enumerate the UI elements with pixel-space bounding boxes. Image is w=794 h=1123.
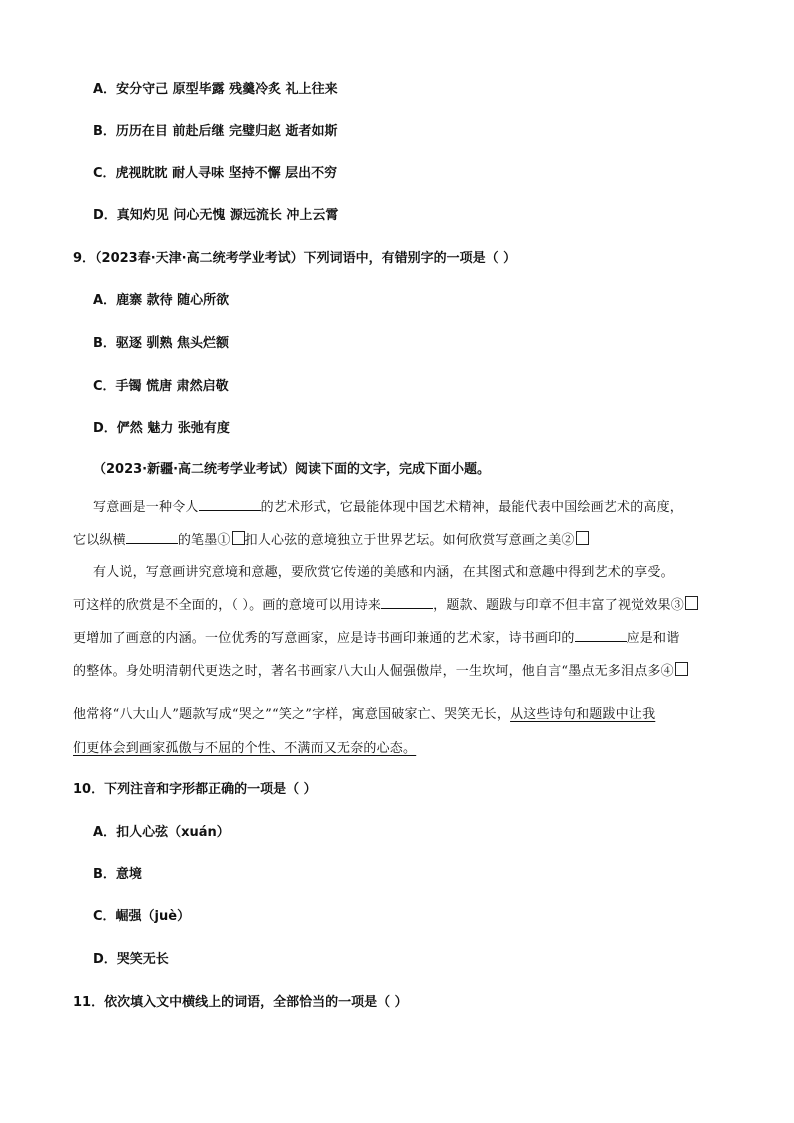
- q11-stem: 11．依次填入文中横线上的词语，全部恰当的一项是（ ）: [73, 995, 408, 1010]
- blank-4: [575, 629, 627, 642]
- q10-option-c: [93, 908, 190, 926]
- option-key: C．: [93, 909, 116, 924]
- passage-line-5: [73, 629, 679, 648]
- passage-line-8: [73, 740, 416, 758]
- option-text: 驱逐 驯熟 焦头烂额: [115, 336, 229, 351]
- passage-text: 它以纵横: [73, 533, 126, 548]
- fill-box-2: [576, 531, 589, 545]
- option-text: 历历在目 前赴后继 完璧归赵 逝者如斯: [115, 124, 338, 139]
- underlined-sentence: 从这些诗句和题跋中让我: [510, 707, 656, 722]
- fill-box-3: [685, 596, 698, 610]
- option-text: 崛强（juè）: [115, 909, 191, 924]
- q8-option-b: [93, 123, 338, 141]
- q9-option-a: [93, 292, 229, 310]
- blank-3: [381, 596, 433, 609]
- option-key: D．: [93, 952, 117, 967]
- option-text: 虎视眈眈 耐人寻味 坚持不懈 层出不穷: [115, 166, 338, 181]
- option-key: A．: [93, 82, 117, 97]
- q9-option-c: [93, 378, 229, 396]
- passage-line-3: 有人说，写意画讲究意境和意趣，要欣赏它传递的美感和内涵，在其图式和意趣中得到艺术的享受。: [93, 565, 674, 580]
- underlined-sentence: 们更体会到画家孤傲与不屈的个性、不满而又无奈的心态。: [73, 741, 417, 756]
- option-text: 安分守己 原型毕露 残羹冷炙 礼上往来: [116, 82, 338, 97]
- q8-option-a: [93, 81, 338, 99]
- option-text: 俨然 魅力 张弛有度: [116, 421, 230, 436]
- fill-box-4: [675, 662, 688, 676]
- option-key: C．: [93, 379, 116, 394]
- passage-text: 扣人心弦的意境独立于世界艺坛。如何欣赏写意画之美②: [244, 533, 575, 548]
- option-text: 扣人心弦（xuán）: [116, 825, 230, 840]
- option-key: C．: [93, 166, 116, 181]
- option-key: D．: [93, 421, 117, 436]
- option-text: 哭笑无长: [116, 952, 169, 967]
- passage-text: 写意画是一种令人: [93, 500, 199, 515]
- option-text: 鹿寨 款待 随心所欲: [116, 293, 230, 308]
- passage-text: 应是和谐: [626, 631, 680, 646]
- passage-text: 他常将“八大山人”题款写成“哭之”“笑之”字样，寓意国破家亡、哭笑无长，: [73, 707, 511, 722]
- option-key: B．: [93, 336, 116, 351]
- option-key: B．: [93, 124, 116, 139]
- passage-text: 可这样的欣赏是不全面的，（ ）。画的意境可以用诗来: [73, 598, 382, 613]
- option-key: B．: [93, 867, 116, 882]
- option-key: A．: [93, 293, 117, 308]
- q8-option-d: [93, 207, 338, 225]
- blank-1: [199, 498, 261, 511]
- passage-text: 的整体。身处明清朝代更迭之时，著名书画家八大山人倔强傲岸，一生坎坷，他自言“墨点无多泪点多④: [73, 664, 674, 679]
- blank-2: [126, 531, 178, 544]
- passage-line-4: [73, 596, 698, 615]
- q10-option-d: [93, 951, 169, 969]
- q9-stem: 9．（2023春·天津·高二统考学业考试）下列词语中，有错别字的一项是（ ）: [73, 251, 517, 266]
- option-key: D．: [93, 208, 117, 223]
- q10-option-b: [93, 866, 142, 884]
- passage-line-2: [73, 531, 589, 550]
- option-key: A．: [93, 825, 117, 840]
- passage-line-1: [93, 498, 683, 517]
- q9-option-b: [93, 335, 229, 353]
- passage-line-7: [73, 706, 655, 724]
- option-text: 手镯 慌唐 肃然启敬: [115, 379, 229, 394]
- q10-option-a: [93, 824, 230, 842]
- option-text: 意境: [115, 867, 142, 882]
- fill-box-1: [232, 531, 245, 545]
- q10-stem: 10．下列注音和字形都正确的一项是（ ）: [73, 782, 317, 797]
- passage-line-6: [73, 662, 688, 681]
- q9-option-d: [93, 420, 230, 438]
- passage-text: 的笔墨①: [177, 533, 231, 548]
- option-text: 真知灼见 问心无愧 源远流长 冲上云霄: [116, 208, 339, 223]
- reading-intro: （2023·新疆·高二统考学业考试）阅读下面的文字，完成下面小题。: [93, 462, 491, 477]
- passage-text: ，题款、题跋与印章不但丰富了视觉效果③: [433, 598, 684, 613]
- q8-option-c: [93, 165, 337, 183]
- passage-text: 更增加了画意的内涵。一位优秀的写意画家，应是诗书画印兼通的艺术家，诗书画印的: [73, 631, 575, 646]
- passage-text: 的艺术形式，它最能体现中国艺术精神，最能代表中国绘画艺术的高度，: [260, 500, 684, 515]
